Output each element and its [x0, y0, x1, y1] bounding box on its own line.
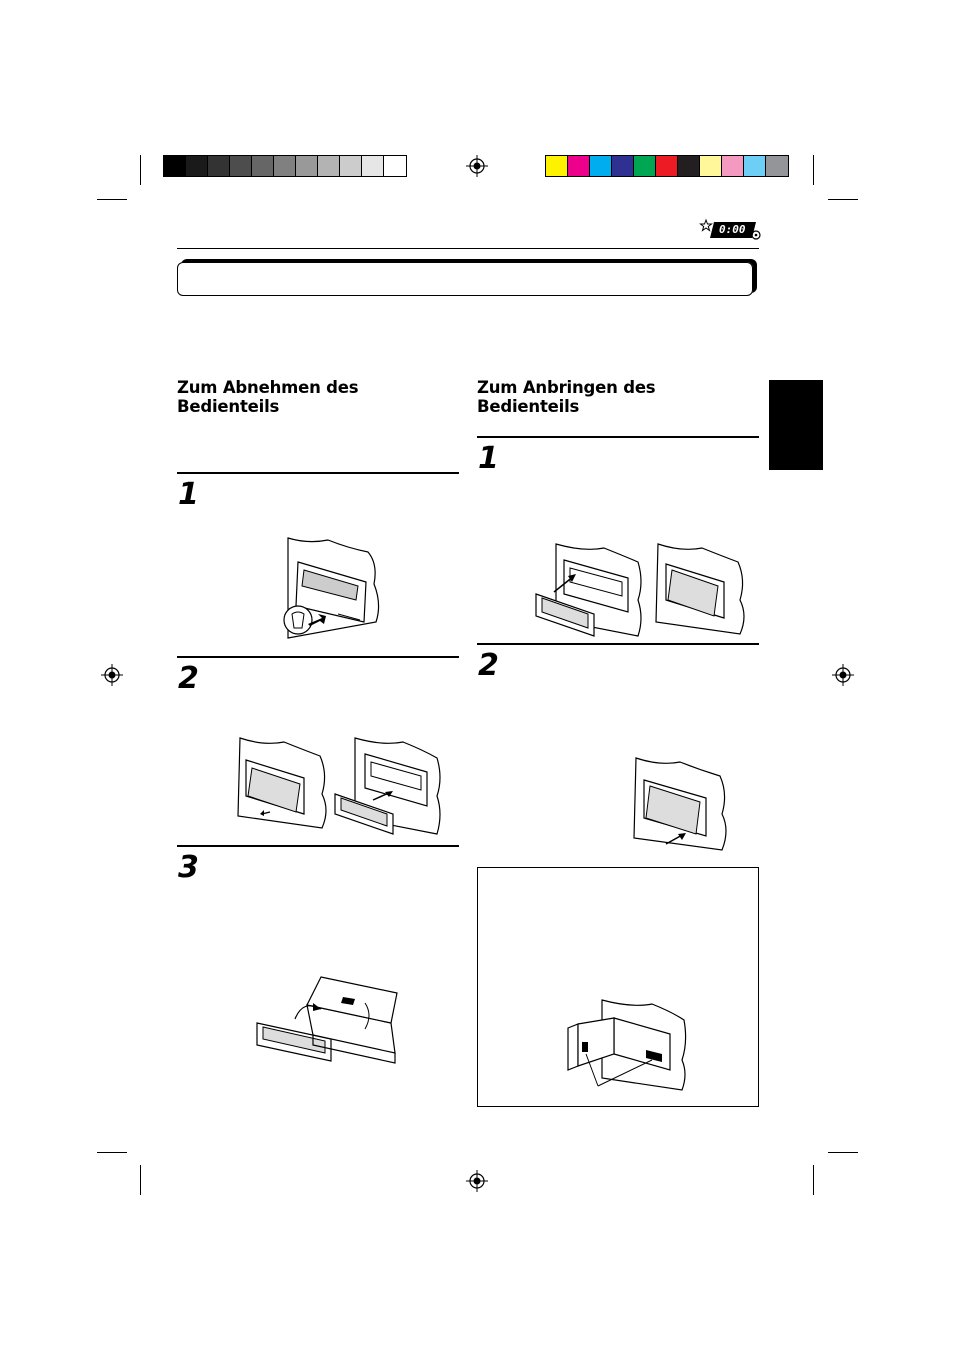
step-number: 2	[178, 661, 199, 696]
crop-mark	[140, 155, 141, 185]
release-button-illustration	[278, 534, 390, 639]
color-swatch	[678, 156, 700, 176]
color-swatch	[590, 156, 612, 176]
registration-mark-icon	[466, 1170, 488, 1192]
crop-mark	[97, 199, 127, 200]
color-swatch	[722, 156, 744, 176]
connector-cleaning-illustration	[562, 998, 688, 1094]
color-swatch	[546, 156, 568, 176]
color-swatch	[656, 156, 678, 176]
crop-mark	[97, 1152, 127, 1153]
panel-press-to-lock-illustration	[630, 754, 730, 852]
section-header-box	[177, 262, 753, 296]
step-number: 2	[478, 648, 499, 683]
color-swatch	[296, 156, 318, 176]
section-title-remove: Zum Abnehmen des Bedienteils	[177, 378, 359, 416]
step-number: 3	[178, 850, 199, 885]
color-swatch	[384, 156, 406, 176]
step-divider	[177, 472, 459, 474]
step-number: 1	[478, 441, 499, 476]
crop-mark	[140, 1165, 141, 1195]
registration-mark-icon	[832, 664, 854, 686]
color-swatch	[634, 156, 656, 176]
color-swatch	[318, 156, 340, 176]
color-swatch	[612, 156, 634, 176]
step-divider	[177, 845, 459, 847]
clock-display-text: 0:00	[719, 223, 746, 236]
color-swatch	[230, 156, 252, 176]
color-swatch	[744, 156, 766, 176]
color-swatch	[164, 156, 186, 176]
grayscale-calibration-bar	[163, 155, 407, 177]
panel-attached-illustration	[652, 540, 748, 636]
crop-mark	[813, 1165, 814, 1195]
color-swatch	[766, 156, 788, 176]
panel-insert-illustration	[534, 540, 646, 642]
crop-mark	[828, 1152, 858, 1153]
color-swatch	[274, 156, 296, 176]
step-number: 1	[178, 477, 199, 512]
color-swatch	[186, 156, 208, 176]
clock-display-icon	[700, 218, 762, 242]
header-rule	[177, 248, 759, 249]
carrying-case-illustration	[255, 975, 400, 1065]
step-divider	[477, 643, 759, 645]
step-divider	[177, 656, 459, 658]
registration-mark-icon	[101, 664, 123, 686]
panel-flip-down-illustration	[234, 734, 330, 830]
color-swatch	[700, 156, 722, 176]
crop-mark	[813, 155, 814, 185]
registration-mark-icon	[466, 155, 488, 177]
color-swatch	[340, 156, 362, 176]
color-swatch	[252, 156, 274, 176]
language-side-tab	[769, 380, 823, 470]
section-title-attach: Zum Anbringen des Bedienteils	[477, 378, 656, 416]
panel-remove-illustration	[333, 734, 443, 842]
color-swatch	[208, 156, 230, 176]
step-divider	[477, 436, 759, 438]
color-swatch	[362, 156, 384, 176]
crop-mark	[828, 199, 858, 200]
color-calibration-bar	[545, 155, 789, 177]
color-swatch	[568, 156, 590, 176]
